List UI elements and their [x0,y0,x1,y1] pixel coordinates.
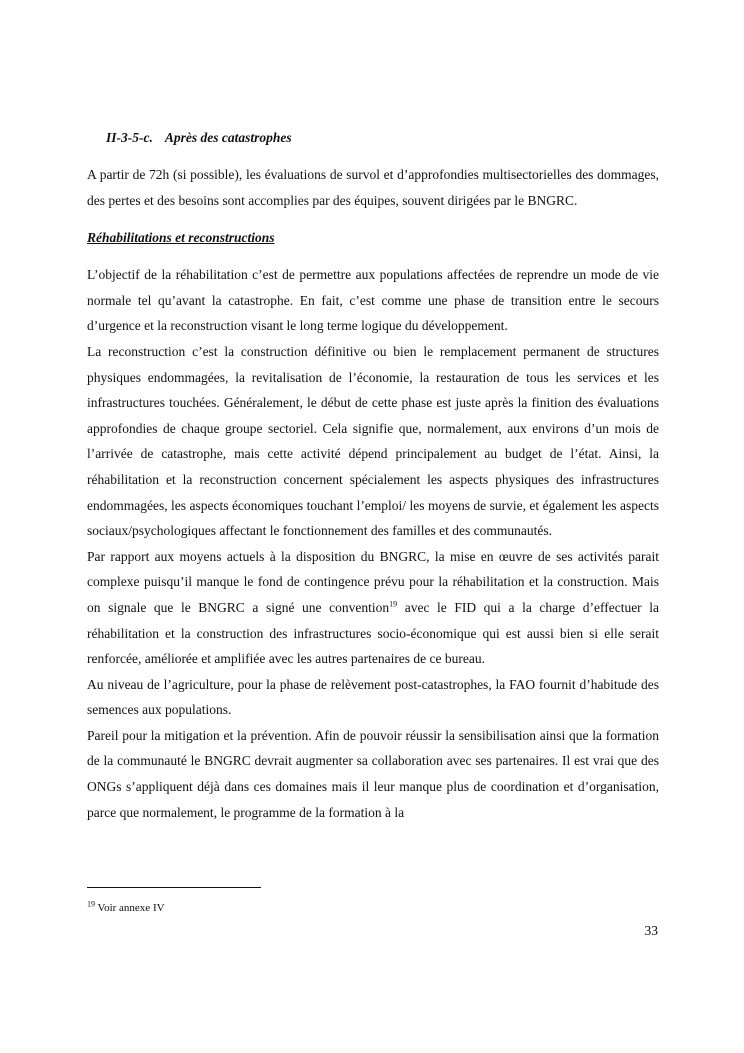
paragraph-bngrc-text-a: Par rapport aux moyens actuels à la disposition du BNGRC, la mise en œuvre de ses activités parait complexe puisqu’il manque le fond de contingence prévu pour la réhabilitation et la construction. Mais on signale que le BNGRC a signé une convention [87,548,659,615]
paragraph-mitigation: Pareil pour la mitigation et la prévention. Afin de pouvoir réussir la sensibilisation ainsi que la formation de la communauté le BNGRC devrait augmenter sa collaboration avec ses partenaires. Il est vrai que des ONGs s’appliquent déjà dans ces domaines mais il leur manque plus de coordination et d’organisation, parce que normalement, le programme de la formation à la [87,727,659,820]
footnote-divider [87,887,261,888]
section-heading [106,126,659,150]
intro-paragraph: A partir de 72h (si possible), les évaluations de survol et d’approfondies multisectorielles des dommages, des pertes et des besoins sont accomplies par des équipes, souvent dirigées par le BNGRC. [87,167,659,208]
subheading-rehabilitation: Réhabilitations et reconstructions [87,230,275,246]
footnote-number: 19 [87,899,95,909]
page-body [87,126,659,825]
footnote-reference[interactable]: 19 [389,599,398,609]
section-title: Après des catastrophes [164,130,292,145]
paragraph-bngrc-text-b: avec le FID qui a la charge d’effectuer la réhabilitation et la construction des infrastructures socio-économique qui est aussi bien si elle serait renforcée, améliorée et amplifiée avec les autres partenaires de ce bureau. [87,599,660,667]
paragraph-reconstruction: La reconstruction c’est la construction définitive ou bien le remplacement permanent de structures physiques endommagées, la revitalisation de l’économie, la restauration de tous les services et les infrastructures touchées. Généralement, le début de cette phase est juste après la finition des évaluations approfondies de chaque groupe sectoriel. Cela signifie que, normalement, aux environs d’un mois de l’arrivée de catastrophe, mais cette activité dépend principalement au budget de l’état. Ainsi, la réhabilitation et la reconstruction concernent spécialement les aspects physiques des infrastructures endommagées, les aspects économiques touchant l’emploi/ les moyens de survie, et également les aspects sociaux/psychologiques affectant le fonctionnement des familles et des communautés. [87,343,659,539]
footnote [87,900,165,916]
section-number: II-3-5-c. [106,130,153,145]
paragraph-agriculture: Au niveau de l’agriculture, pour la phase de relèvement post-catastrophes, la FAO fournit d’habitude des semences aux populations. [87,676,659,718]
paragraph-rehabilitation: L’objectif de la réhabilitation c’est de permettre aux populations affectées de reprendre un mode de vie normale tel qu’avant la catastrophe. En fait, c’est comme une phase de transition entre le secours d’urgence et la reconstruction visant le long terme logique du développement. [87,267,659,334]
page-number: 33 [644,923,658,938]
paragraph-bngrc-means [87,544,659,672]
footnote-text: Voir annexe IV [95,902,165,914]
